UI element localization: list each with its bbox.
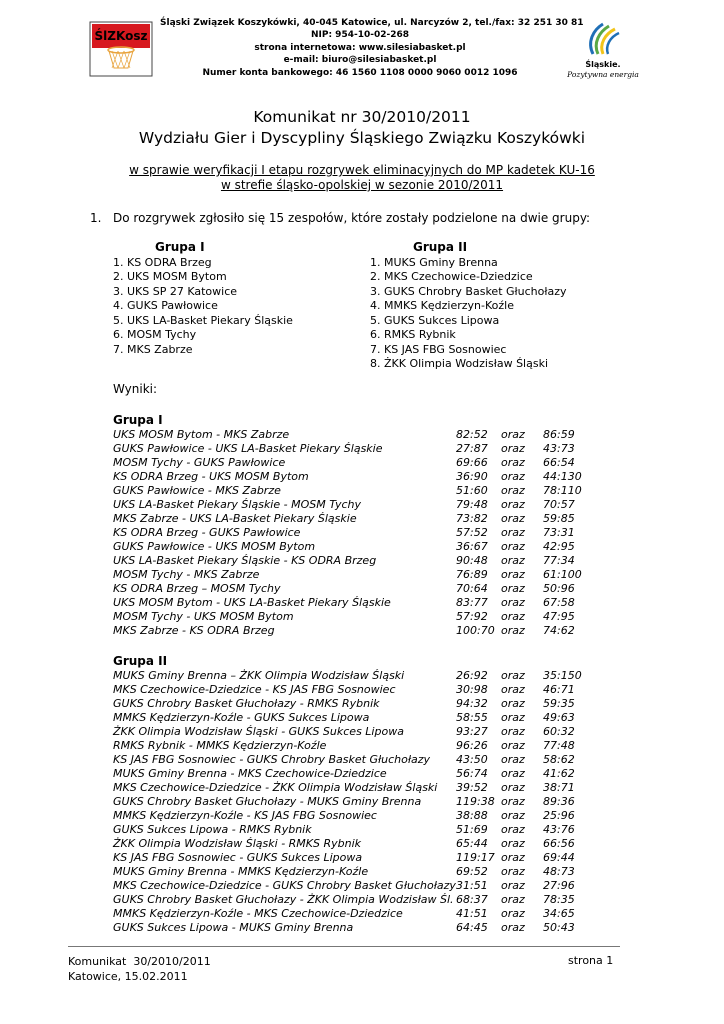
second-leg-score: 27:96 — [543, 879, 575, 892]
conjunction: oraz — [501, 582, 525, 595]
first-leg-score: 76:89 — [456, 568, 488, 581]
first-leg-score: 36:90 — [456, 470, 488, 483]
first-leg-score: 73:82 — [456, 512, 488, 525]
conjunction: oraz — [501, 795, 525, 808]
group-1-team: 2. UKS MOSM Bytom — [113, 270, 227, 283]
match-name: GUKS Pawłowice - UKS LA-Basket Piekary Śląskie — [113, 442, 383, 455]
first-leg-score: 90:48 — [456, 554, 488, 567]
first-leg-score: 58:55 — [456, 711, 488, 724]
second-leg-score: 69:44 — [543, 851, 575, 864]
group-1-team: 3. UKS SP 27 Katowice — [113, 284, 238, 298]
first-leg-score: 26:92 — [456, 669, 488, 682]
federation-logo — [88, 20, 154, 78]
group-1-team: 4. GUKS Pawłowice — [113, 299, 218, 312]
match-name: GUKS Pawłowice - UKS MOSM Bytom — [113, 540, 316, 553]
match-name: MMKS Kędzierzyn-Koźle - GUKS Sukces Lipowa — [113, 711, 370, 724]
conjunction: oraz — [501, 711, 525, 724]
header-email: e-mail: biuro@silesiabasket.pl — [283, 55, 437, 66]
conjunction: oraz — [501, 683, 525, 696]
result-row — [113, 610, 593, 624]
second-leg-score: 58:62 — [543, 753, 575, 766]
match-name: GUKS Sukces Lipowa - RMKS Rybnik — [113, 823, 312, 836]
conjunction: oraz — [501, 837, 525, 850]
group-1-team: 1. KS ODRA Brzeg — [113, 255, 212, 269]
match-name: ŻKK Olimpia Wodzisław Śląski - RMKS Rybnik — [113, 837, 362, 850]
result-row — [113, 753, 593, 767]
result-row — [113, 683, 593, 697]
result-row — [113, 568, 593, 582]
results-group-1-table — [113, 428, 593, 638]
region-logo-slogan: Pozytywna energia — [567, 70, 639, 79]
result-row — [113, 470, 593, 484]
doc-title: Komunikat nr 30/2010/2011 — [253, 108, 471, 126]
second-leg-score: 74:62 — [543, 624, 575, 637]
match-name: UKS MOSM Bytom - MKS Zabrze — [113, 428, 290, 441]
footer-doc-number: Komunikat 30/2010/2011 — [68, 955, 211, 968]
first-leg-score: 51:69 — [456, 823, 488, 836]
result-row — [113, 795, 593, 809]
result-row — [113, 767, 593, 781]
second-leg-score: 46:71 — [543, 683, 575, 696]
second-leg-score: 86:59 — [543, 428, 575, 441]
conjunction: oraz — [501, 865, 525, 878]
first-leg-score: 100:70 — [456, 624, 495, 637]
group-1-team: 7. MKS Zabrze — [113, 342, 193, 356]
match-name: MUKS Gminy Brenna – ŻKK Olimpia Wodzisław Śląski — [113, 669, 405, 682]
second-leg-score: 49:63 — [543, 711, 575, 724]
match-name: RMKS Rybnik - MMKS Kędzierzyn-Koźle — [113, 739, 327, 752]
result-row — [113, 554, 593, 568]
conjunction: oraz — [501, 739, 525, 752]
results-group-1-title: Grupa I — [113, 413, 163, 427]
result-row — [113, 907, 593, 921]
result-row — [113, 865, 593, 879]
header-website: strona internetowa: www.silesiabasket.pl — [254, 42, 466, 53]
first-leg-score: 83:77 — [456, 596, 488, 609]
match-name: MMKS Kędzierzyn-Koźle - KS JAS FBG Sosnowiec — [113, 809, 377, 822]
doc-title-department: Wydziału Gier i Dyscypliny Śląskiego Związku Koszykówki — [138, 129, 586, 147]
match-name: MKS Czechowice-Dziedzice - KS JAS FBG Sosnowiec — [113, 683, 396, 696]
match-name: ŻKK Olimpia Wodzisław Śląski - GUKS Sukces Lipowa — [113, 725, 404, 738]
conjunction: oraz — [501, 823, 525, 836]
first-leg-score: 119:38 — [456, 795, 495, 808]
first-leg-score: 43:50 — [456, 753, 488, 766]
first-leg-score: 96:26 — [456, 739, 488, 752]
result-row — [113, 893, 593, 907]
second-leg-score: 47:95 — [543, 610, 575, 623]
conjunction: oraz — [501, 526, 525, 539]
header-nip: NIP: 954-10-02-268 — [310, 30, 410, 41]
conjunction: oraz — [501, 851, 525, 864]
group-2-team: 8. ŻKK Olimpia Wodzisław Śląski — [370, 357, 549, 370]
group-2-team: 4. MMKS Kędzierzyn-Koźle — [370, 299, 514, 312]
first-leg-score: 68:37 — [456, 893, 488, 906]
region-logo-name: Śląskie. — [585, 60, 621, 69]
doc-subject-line2: w strefie śląsko-opolskiej w sezonie 2010/2011 — [220, 178, 504, 192]
result-row — [113, 526, 593, 540]
second-leg-score: 60:32 — [543, 725, 575, 738]
result-row — [113, 540, 593, 554]
match-name: KS ODRA Brzeg - UKS MOSM Bytom — [113, 470, 309, 483]
match-name: MUKS Gminy Brenna - MMKS Kędzierzyn-Koźle — [113, 865, 369, 878]
first-leg-score: 27:87 — [456, 442, 488, 455]
footer-info — [68, 954, 211, 984]
second-leg-score: 43:73 — [543, 442, 575, 455]
second-leg-score: 78:35 — [543, 893, 575, 906]
second-leg-score: 41:62 — [543, 767, 575, 780]
second-leg-score: 44:130 — [543, 470, 582, 483]
result-row — [113, 823, 593, 837]
match-name: UKS LA-Basket Piekary Śląskie - MOSM Tychy — [113, 498, 362, 511]
conjunction: oraz — [501, 554, 525, 567]
header-contact — [160, 17, 584, 79]
group-2-team: 5. GUKS Sukces Lipowa — [370, 313, 500, 327]
result-row — [113, 582, 593, 596]
first-leg-score: 39:52 — [456, 781, 488, 794]
conjunction: oraz — [501, 725, 525, 738]
match-name: MKS Czechowice-Dziedzice - ŻKK Olimpia Wodzisław Śląski — [113, 781, 438, 794]
first-leg-score: 79:48 — [456, 498, 488, 511]
intro-number: 1. — [90, 211, 102, 225]
second-leg-score: 77:34 — [543, 554, 575, 567]
match-name: GUKS Chrobry Basket Głuchołazy - ŻKK Olimpia Wodzisław Śl. — [113, 893, 454, 906]
conjunction: oraz — [501, 610, 525, 623]
second-leg-score: 66:54 — [543, 456, 575, 469]
second-leg-score: 25:96 — [543, 809, 575, 822]
first-leg-score: 93:27 — [456, 725, 488, 738]
match-name: KS JAS FBG Sosnowiec - GUKS Sukces Lipowa — [113, 851, 363, 864]
second-leg-score: 66:56 — [543, 837, 575, 850]
result-row — [113, 725, 593, 739]
conjunction: oraz — [501, 879, 525, 892]
match-name: MMKS Kędzierzyn-Koźle - MKS Czechowice-Dziedzice — [113, 907, 403, 920]
conjunction: oraz — [501, 753, 525, 766]
federation-logo-text: ŚlZKosz — [94, 29, 148, 43]
match-name: GUKS Sukces Lipowa - MUKS Gminy Brenna — [113, 921, 354, 934]
group-1-list — [113, 240, 293, 357]
footer-place-date: Katowice, 15.02.2011 — [68, 970, 188, 983]
match-name: KS JAS FBG Sosnowiec - GUKS Chrobry Basket Głuchołazy — [113, 753, 431, 766]
first-leg-score: 119:17 — [456, 851, 495, 864]
group-2-team: 2. MKS Czechowice-Dziedzice — [370, 270, 533, 283]
second-leg-score: 77:48 — [543, 739, 575, 752]
match-name: MKS Zabrze - KS ODRA Brzeg — [113, 624, 275, 637]
group-2-team: 3. GUKS Chrobry Basket Głuchołazy — [370, 284, 567, 298]
match-name: MOSM Tychy - UKS MOSM Bytom — [113, 610, 294, 623]
second-leg-score: 59:85 — [543, 512, 575, 525]
result-row — [113, 442, 593, 456]
conjunction: oraz — [501, 442, 525, 455]
result-row — [113, 809, 593, 823]
group-2-list — [370, 240, 567, 372]
group-2-team: 7. KS JAS FBG Sosnowiec — [370, 342, 507, 356]
conjunction: oraz — [501, 512, 525, 525]
match-name: GUKS Pawłowice - MKS Zabrze — [113, 484, 281, 497]
conjunction: oraz — [501, 484, 525, 497]
second-leg-score: 35:150 — [543, 669, 582, 682]
doc-subject-line1: w sprawie weryfikacji I etapu rozgrywek eliminacyjnych do MP kadetek KU-16 — [129, 163, 595, 177]
result-row — [113, 428, 593, 442]
result-row — [113, 624, 593, 638]
conjunction: oraz — [501, 540, 525, 553]
first-leg-score: 94:32 — [456, 697, 488, 710]
conjunction: oraz — [501, 809, 525, 822]
match-name: GUKS Chrobry Basket Głuchołazy - RMKS Rybnik — [113, 697, 380, 710]
intro-paragraph — [90, 211, 590, 225]
second-leg-score: 59:35 — [543, 697, 575, 710]
second-leg-score: 38:71 — [543, 781, 575, 794]
first-leg-score: 31:51 — [456, 879, 488, 892]
second-leg-score: 73:31 — [543, 526, 575, 539]
second-leg-score: 67:58 — [543, 596, 575, 609]
second-leg-score: 50:43 — [543, 921, 575, 934]
first-leg-score: 57:92 — [456, 610, 488, 623]
results-group-2-table — [113, 669, 593, 935]
conjunction: oraz — [501, 428, 525, 441]
conjunction: oraz — [501, 907, 525, 920]
footer-page-number: strona 1 — [568, 954, 614, 967]
result-row — [113, 781, 593, 795]
first-leg-score: 38:88 — [456, 809, 488, 822]
match-name: MOSM Tychy - GUKS Pawłowice — [113, 456, 286, 469]
second-leg-score: 34:65 — [543, 907, 575, 920]
second-leg-score: 89:36 — [543, 795, 575, 808]
match-name: MKS Czechowice-Dziedzice - GUKS Chrobry Basket Głuchołazy — [113, 879, 456, 892]
group-1-team: 5. UKS LA-Basket Piekary Śląskie — [113, 313, 293, 327]
match-name: MUKS Gminy Brenna - MKS Czechowice-Dziedzice — [113, 767, 387, 780]
result-row — [113, 512, 593, 526]
result-row — [113, 456, 593, 470]
second-leg-score: 78:110 — [543, 484, 582, 497]
conjunction: oraz — [501, 568, 525, 581]
second-leg-score: 50:96 — [543, 582, 575, 595]
first-leg-score: 30:98 — [456, 683, 488, 696]
result-row — [113, 879, 593, 893]
result-row — [113, 921, 593, 935]
header-address: Śląski Związek Koszykówki, 40-045 Katowice, ul. Narcyzów 2, tel./fax: 32 251 30 81 — [160, 18, 584, 28]
match-name: GUKS Chrobry Basket Głuchołazy - MUKS Gminy Brenna — [113, 795, 422, 808]
first-leg-score: 65:44 — [456, 837, 488, 850]
results-label: Wyniki: — [113, 382, 158, 396]
group-1-team: 6. MOSM Tychy — [113, 328, 197, 341]
second-leg-score: 70:57 — [543, 498, 575, 511]
first-leg-score: 82:52 — [456, 428, 488, 441]
result-row — [113, 837, 593, 851]
first-leg-score: 69:52 — [456, 865, 488, 878]
conjunction: oraz — [501, 921, 525, 934]
second-leg-score: 42:95 — [543, 540, 575, 553]
result-row — [113, 711, 593, 725]
match-name: MKS Zabrze - UKS LA-Basket Piekary Śląskie — [113, 512, 357, 525]
group-2-title: Grupa II — [413, 240, 468, 254]
result-row — [113, 484, 593, 498]
group-2-team: 1. MUKS Gminy Brenna — [370, 255, 498, 269]
first-leg-score: 69:66 — [456, 456, 488, 469]
intro-text: Do rozgrywek zgłosiło się 15 zespołów, które zostały podzielone na dwie grupy: — [113, 211, 591, 225]
header-bank-account: Numer konta bankowego: 46 1560 1108 0000 9060 0012 1096 — [202, 67, 518, 78]
group-2-team: 6. RMKS Rybnik — [370, 328, 456, 341]
conjunction: oraz — [501, 596, 525, 609]
footer-divider — [68, 946, 620, 947]
conjunction: oraz — [501, 470, 525, 483]
first-leg-score: 64:45 — [456, 921, 488, 934]
result-row — [113, 851, 593, 865]
match-name: MOSM Tychy - MKS Zabrze — [113, 568, 260, 581]
first-leg-score: 56:74 — [456, 767, 488, 780]
match-name: KS ODRA Brzeg - GUKS Pawłowice — [113, 526, 301, 539]
first-leg-score: 41:51 — [456, 907, 488, 920]
first-leg-score: 51:60 — [456, 484, 488, 497]
region-logo — [563, 16, 641, 82]
conjunction: oraz — [501, 669, 525, 682]
conjunction: oraz — [501, 624, 525, 637]
first-leg-score: 57:52 — [456, 526, 488, 539]
match-name: KS ODRA Brzeg – MOSM Tychy — [113, 582, 281, 595]
group-1-title: Grupa I — [155, 240, 205, 254]
first-leg-score: 36:67 — [456, 540, 488, 553]
conjunction: oraz — [501, 697, 525, 710]
result-row — [113, 498, 593, 512]
result-row — [113, 669, 593, 683]
second-leg-score: 61:100 — [543, 568, 582, 581]
first-leg-score: 70:64 — [456, 582, 488, 595]
second-leg-score: 43:76 — [543, 823, 575, 836]
conjunction: oraz — [501, 498, 525, 511]
result-row — [113, 697, 593, 711]
conjunction: oraz — [501, 781, 525, 794]
result-row — [113, 739, 593, 753]
match-name: UKS LA-Basket Piekary Śląskie - KS ODRA Brzeg — [113, 554, 377, 567]
results-group-2-title: Grupa II — [113, 654, 168, 668]
match-name: UKS MOSM Bytom - UKS LA-Basket Piekary Śląskie — [113, 596, 391, 609]
conjunction: oraz — [501, 456, 525, 469]
conjunction: oraz — [501, 893, 525, 906]
result-row — [113, 596, 593, 610]
conjunction: oraz — [501, 767, 525, 780]
second-leg-score: 48:73 — [543, 865, 575, 878]
